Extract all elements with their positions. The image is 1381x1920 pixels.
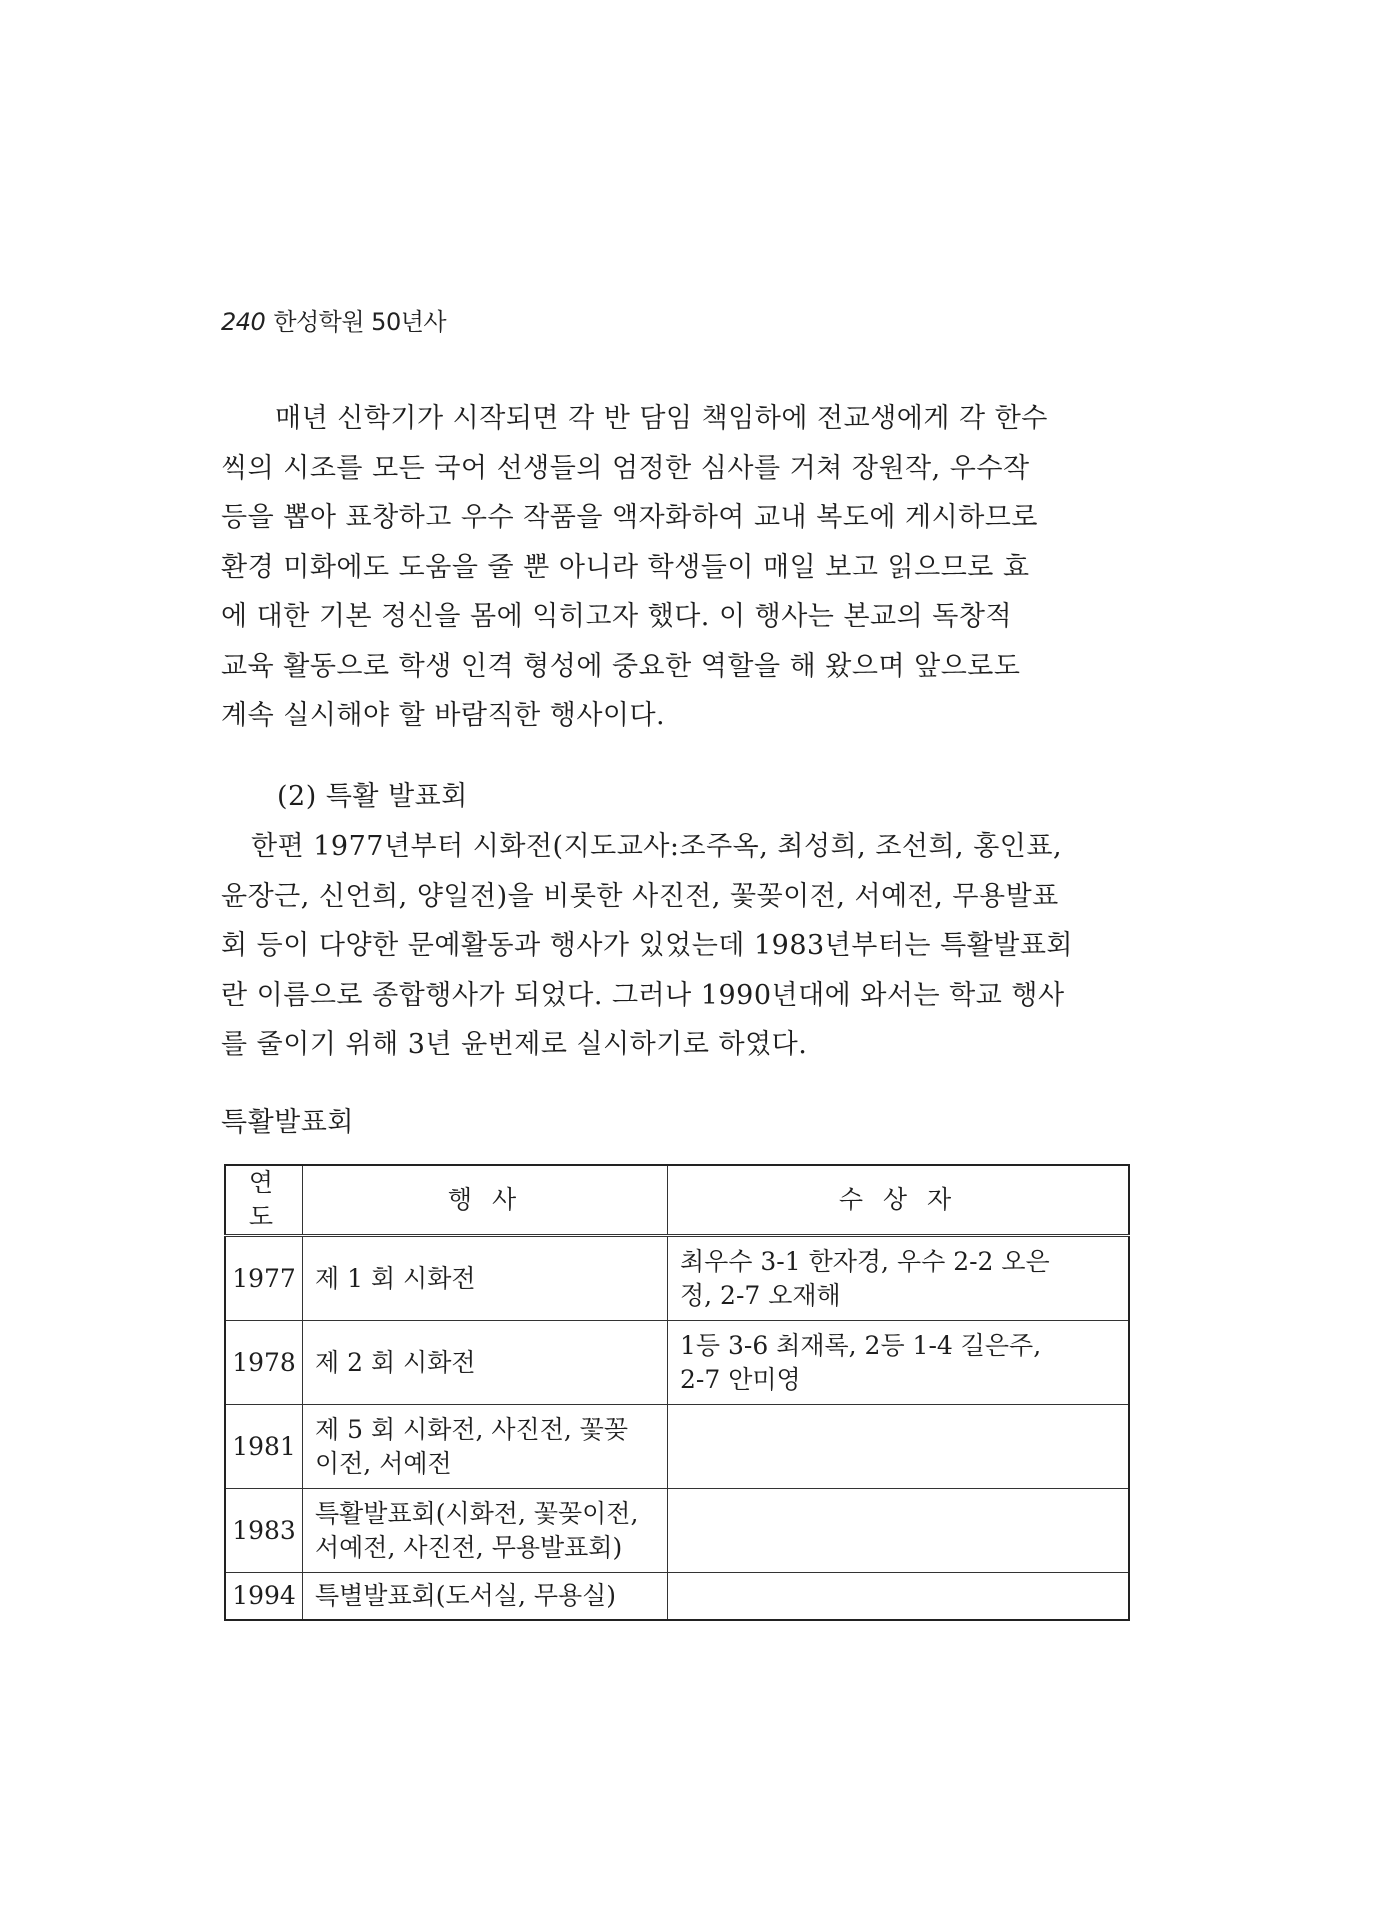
running-head xyxy=(221,302,446,337)
section-heading: (2) 특활 발표회 xyxy=(277,781,468,812)
awardees-line: 정, 2-7 오재해 xyxy=(680,1280,841,1310)
event-cell xyxy=(303,1573,668,1621)
awardees-cell xyxy=(668,1573,1130,1621)
table-row xyxy=(225,1236,1129,1321)
paragraph-line: 를 줄이기 위해 3년 윤번제로 실시하기로 하였다. xyxy=(221,1029,808,1060)
event-cell xyxy=(303,1321,668,1405)
awardees-cell xyxy=(668,1321,1130,1405)
paragraph-line: 씩의 시조를 모든 국어 선생들의 엄정한 심사를 거쳐 장원작, 우수작 xyxy=(221,452,1030,484)
page-number: 240 xyxy=(221,308,266,336)
awardees-line: 1등 3-6 최재록, 2등 1-4 길은주, xyxy=(680,1330,1042,1360)
book-title: 한성학원 50년사 xyxy=(273,308,447,336)
paragraph-line: 에 대한 기본 정신을 몸에 익히고자 했다. 이 행사는 본교의 독창적 xyxy=(221,601,1013,632)
table-row xyxy=(225,1573,1129,1621)
event-line: 제 1 회 시화전 xyxy=(315,1263,476,1293)
table-row xyxy=(225,1405,1129,1489)
event-line: 제 5 회 시화전, 사진전, 꽃꽂 xyxy=(315,1414,629,1444)
event-cell xyxy=(303,1405,668,1489)
event-line: 제 2 회 시화전 xyxy=(315,1347,476,1377)
paragraph-line: 란 이름으로 종합행사가 되었다. 그러나 1990년대에 와서는 학교 행사 xyxy=(221,979,1065,1011)
paragraph-line: 교육 활동으로 학생 인격 형성에 중요한 역할을 해 왔으며 앞으로도 xyxy=(221,650,1021,682)
header-awardees: 수 상 자 xyxy=(668,1165,1130,1236)
table-caption: 특활발표회 xyxy=(221,1107,354,1138)
paragraph-line: 등을 뽑아 표창하고 우수 작품을 액자화하여 교내 복도에 게시하므로 xyxy=(221,502,1038,533)
awardees-cell xyxy=(668,1489,1130,1573)
event-line: 특활발표회(시화전, 꽃꽂이전, xyxy=(315,1498,639,1528)
event-cell xyxy=(303,1236,668,1321)
year-cell: 1994 xyxy=(225,1573,303,1621)
paragraph-sijo-event xyxy=(221,394,1146,741)
awardees-cell xyxy=(668,1236,1130,1321)
awardees-cell xyxy=(668,1405,1130,1489)
paragraph-line: 환경 미화에도 도움을 줄 뿐 아니라 학생들이 매일 보고 읽으므로 효 xyxy=(221,551,1030,583)
paragraph-line: 회 등이 다양한 문예활동과 행사가 있었는데 1983년부터는 특활발표회 xyxy=(221,930,1074,961)
event-line: 특별발표회(도서실, 무용실) xyxy=(315,1581,617,1610)
awardees-line: 2-7 안미영 xyxy=(680,1364,801,1394)
header-event: 행 사 xyxy=(303,1165,668,1236)
paragraph-line: 윤장근, 신언희, 양일전)을 비롯한 사진전, 꽃꽂이전, 서예전, 무용발표 xyxy=(221,880,1059,912)
year-cell: 1977 xyxy=(225,1236,303,1321)
table-row xyxy=(225,1321,1129,1405)
year-cell: 1978 xyxy=(225,1321,303,1405)
year-cell: 1983 xyxy=(225,1489,303,1573)
paragraph-line: 계속 실시해야 할 바람직한 행사이다. xyxy=(221,700,666,731)
header-year: 연도 xyxy=(225,1165,303,1236)
table-row xyxy=(225,1489,1129,1573)
year-cell: 1981 xyxy=(225,1405,303,1489)
events-table xyxy=(224,1164,1130,1621)
event-line: 서예전, 사진전, 무용발표회) xyxy=(315,1532,623,1562)
paragraph-line: 매년 신학기가 시작되면 각 반 담임 책임하에 전교생에게 각 한수 xyxy=(275,403,1048,434)
paragraph-line: 한편 1977년부터 시화전(지도교사:조주옥, 최성희, 조선희, 홍인표, xyxy=(251,831,1063,862)
table-header-row xyxy=(225,1165,1129,1236)
event-line: 이전, 서예전 xyxy=(315,1448,452,1478)
awardees-line: 최우수 3-1 한자경, 우수 2-2 오은 xyxy=(680,1246,1050,1276)
event-cell xyxy=(303,1489,668,1573)
paragraph-special-activities xyxy=(221,822,1146,1070)
